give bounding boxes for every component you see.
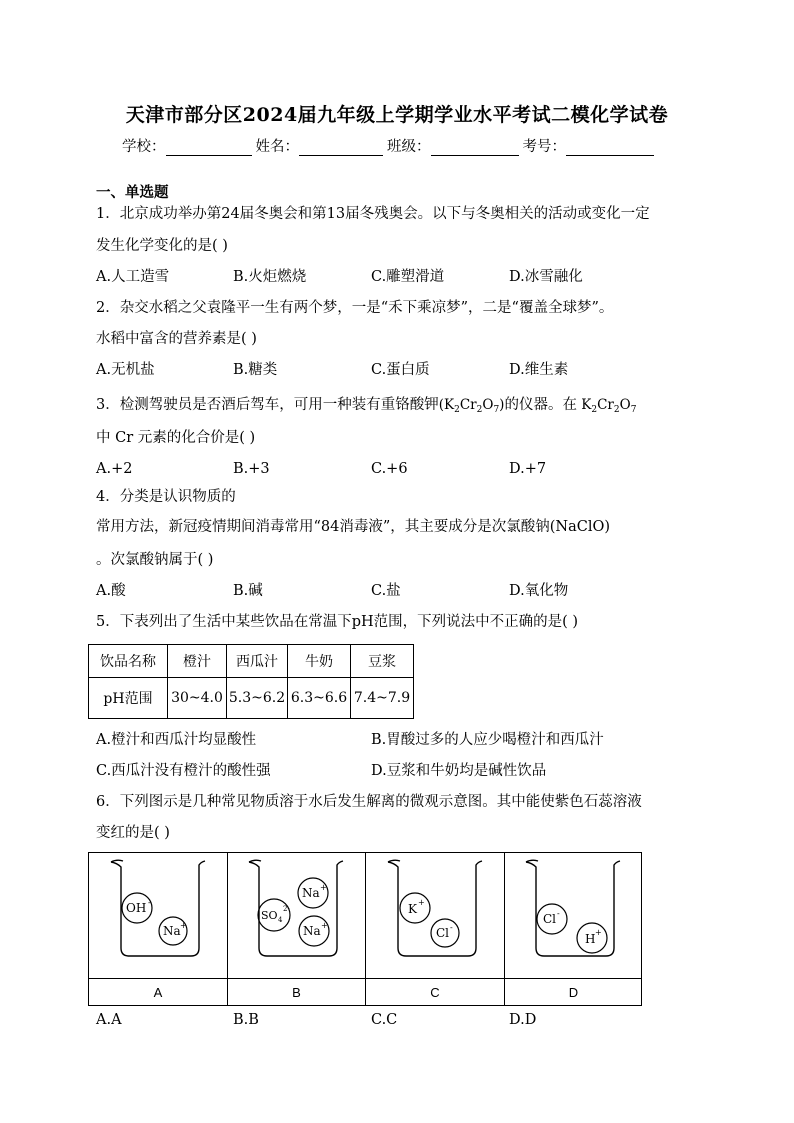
q3-option-a[interactable]: A.+2 bbox=[96, 461, 133, 477]
q4-option-a[interactable]: A.酸 bbox=[96, 583, 126, 599]
svg-text:+: + bbox=[320, 883, 327, 892]
table-cell: 5.3~6.2 bbox=[227, 678, 288, 719]
svg-text:4: 4 bbox=[278, 916, 283, 924]
exam-number-blank[interactable] bbox=[566, 141, 654, 156]
beaker-label-a: A bbox=[89, 978, 228, 1006]
table-header-cell: 饮品名称 bbox=[89, 645, 168, 678]
q1-option-b[interactable]: B.火炬燃烧 bbox=[233, 269, 307, 285]
beaker-d bbox=[526, 860, 620, 956]
page-title: 天津市部分区2024届九年级上学期学业水平考试二模化学试卷 bbox=[125, 104, 669, 126]
svg-text:-: - bbox=[450, 923, 453, 932]
q2-text-line1: 2．杂交水稻之父袁隆平一生有两个梦，一是“禾下乘凉梦”，二是“覆盖全球梦”。 bbox=[96, 300, 614, 316]
q3-text-part1: 3．检测驾驶员是否酒后驾车，可用一种装有重铬酸钾 bbox=[96, 397, 439, 413]
table-cell: pH范围 bbox=[89, 678, 168, 719]
q1-option-d[interactable]: D.冰雪融化 bbox=[509, 269, 583, 285]
table-cell: 30~4.0 bbox=[168, 678, 227, 719]
name-blank[interactable] bbox=[299, 141, 383, 156]
svg-text:Na: Na bbox=[163, 924, 181, 938]
svg-text:Na: Na bbox=[303, 924, 321, 938]
svg-text:Cl: Cl bbox=[436, 926, 450, 940]
q3-text-line2: 中 Cr 元素的化合价是( ) bbox=[96, 430, 256, 446]
q3-option-d[interactable]: D.+7 bbox=[509, 461, 547, 477]
svg-text:-: - bbox=[557, 909, 560, 918]
beaker-label-b: B bbox=[228, 978, 366, 1006]
q6-option-a[interactable]: A.A bbox=[96, 1012, 122, 1028]
beaker-a bbox=[111, 860, 205, 956]
svg-text:2-: 2- bbox=[283, 905, 290, 913]
q3-option-b[interactable]: B.+3 bbox=[233, 461, 270, 477]
ph-table bbox=[88, 644, 414, 719]
q2-option-a[interactable]: A.无机盐 bbox=[96, 362, 155, 378]
q4-option-b[interactable]: B.碱 bbox=[233, 583, 263, 599]
school-blank[interactable] bbox=[166, 141, 252, 156]
q4-text-line1: 4．分类是认识物质的 bbox=[96, 489, 236, 505]
table-header-cell: 西瓜汁 bbox=[227, 645, 288, 678]
table-header-cell: 牛奶 bbox=[288, 645, 351, 678]
section-title: 一、单选题 bbox=[96, 184, 169, 201]
q1-text-line2: 发生化学变化的是( ) bbox=[96, 238, 228, 254]
q6-text-line1: 6．下列图示是几种常见物质溶于水后发生解离的微观示意图。其中能使紫色石蕊溶液 bbox=[96, 794, 642, 810]
q3-option-c[interactable]: C.+6 bbox=[371, 461, 408, 477]
formula-k2cr2o7: $(K_2Cr_2O_7)$ bbox=[438, 397, 505, 415]
table-row bbox=[89, 678, 414, 719]
q5-option-a[interactable]: A.橙汁和西瓜汁均显酸性 bbox=[96, 732, 257, 748]
svg-text:-: - bbox=[148, 898, 151, 907]
q6-text-line2: 变红的是( ) bbox=[96, 825, 170, 841]
q2-text-line2: 水稻中富含的营养素是( ) bbox=[96, 331, 257, 347]
beaker-label-d: D bbox=[505, 978, 642, 1006]
svg-text:Cl: Cl bbox=[543, 912, 557, 926]
q1-option-a[interactable]: A.人工造雪 bbox=[96, 269, 170, 285]
q6-option-c[interactable]: C.C bbox=[371, 1012, 398, 1028]
q2-option-b[interactable]: B.糖类 bbox=[233, 362, 278, 378]
svg-text:+: + bbox=[418, 898, 425, 907]
svg-text:SO: SO bbox=[261, 909, 278, 922]
class-label: 班级： bbox=[387, 139, 431, 155]
student-info-row bbox=[122, 135, 658, 156]
q1-option-c[interactable]: C.雕塑滑道 bbox=[371, 269, 445, 285]
svg-text:H: H bbox=[585, 932, 596, 946]
name-label: 姓名： bbox=[255, 139, 299, 155]
svg-text:+: + bbox=[595, 928, 602, 937]
q3-text-part2: 的仪器。在 bbox=[504, 397, 577, 413]
exam-number-label: 考号： bbox=[522, 139, 566, 155]
q6-option-d[interactable]: D.D bbox=[509, 1012, 537, 1028]
q5-option-c[interactable]: C.西瓜汁没有橙汁的酸性强 bbox=[96, 763, 271, 779]
q4-option-c[interactable]: C.盐 bbox=[371, 583, 401, 599]
table-cell: 7.4~7.9 bbox=[351, 678, 414, 719]
formula-k2cr2o7-2: $K_2Cr_2O_7$ bbox=[576, 397, 637, 415]
q4-option-d[interactable]: D.氧化物 bbox=[509, 583, 569, 599]
table-row bbox=[89, 645, 414, 678]
q4-text-line2: 常用方法，新冠疫情期间消毒常用“84消毒液”，其主要成分是次氯酸钠(NaClO) bbox=[96, 519, 611, 535]
beaker-drawings bbox=[89, 853, 641, 978]
q3-text-line1 bbox=[96, 396, 636, 414]
q5-option-d[interactable]: D.豆浆和牛奶均是碱性饮品 bbox=[371, 763, 547, 779]
svg-text:+: + bbox=[180, 921, 187, 930]
q5-option-b[interactable]: B.胃酸过多的人应少喝橙汁和西瓜汁 bbox=[371, 732, 604, 748]
beaker-label-c: C bbox=[366, 978, 505, 1006]
svg-text:K: K bbox=[408, 902, 417, 916]
q2-option-d[interactable]: D.维生素 bbox=[509, 362, 569, 378]
table-header-cell: 橙汁 bbox=[168, 645, 227, 678]
beaker-c bbox=[388, 860, 482, 956]
svg-text:Na: Na bbox=[302, 886, 320, 900]
beaker-b bbox=[249, 860, 343, 956]
q4-text-line3: 。次氯酸钠属于( ) bbox=[96, 552, 214, 568]
beaker-figure bbox=[88, 852, 642, 1006]
svg-text:OH: OH bbox=[126, 901, 147, 915]
q6-option-b[interactable]: B.B bbox=[233, 1012, 259, 1028]
class-blank[interactable] bbox=[431, 141, 519, 156]
school-label: 学校： bbox=[122, 139, 166, 155]
table-cell: 6.3~6.6 bbox=[288, 678, 351, 719]
q1-text-line1: 1．北京成功举办第24届冬奥会和第13届冬残奥会。以下与冬奥相关的活动或变化一定 bbox=[96, 206, 650, 222]
table-header-cell: 豆浆 bbox=[351, 645, 414, 678]
q5-text-line1: 5．下表列出了生活中某些饮品在常温下pH范围，下列说法中不正确的是( ) bbox=[96, 614, 579, 630]
svg-text:+: + bbox=[321, 921, 328, 930]
q2-option-c[interactable]: C.蛋白质 bbox=[371, 362, 430, 378]
